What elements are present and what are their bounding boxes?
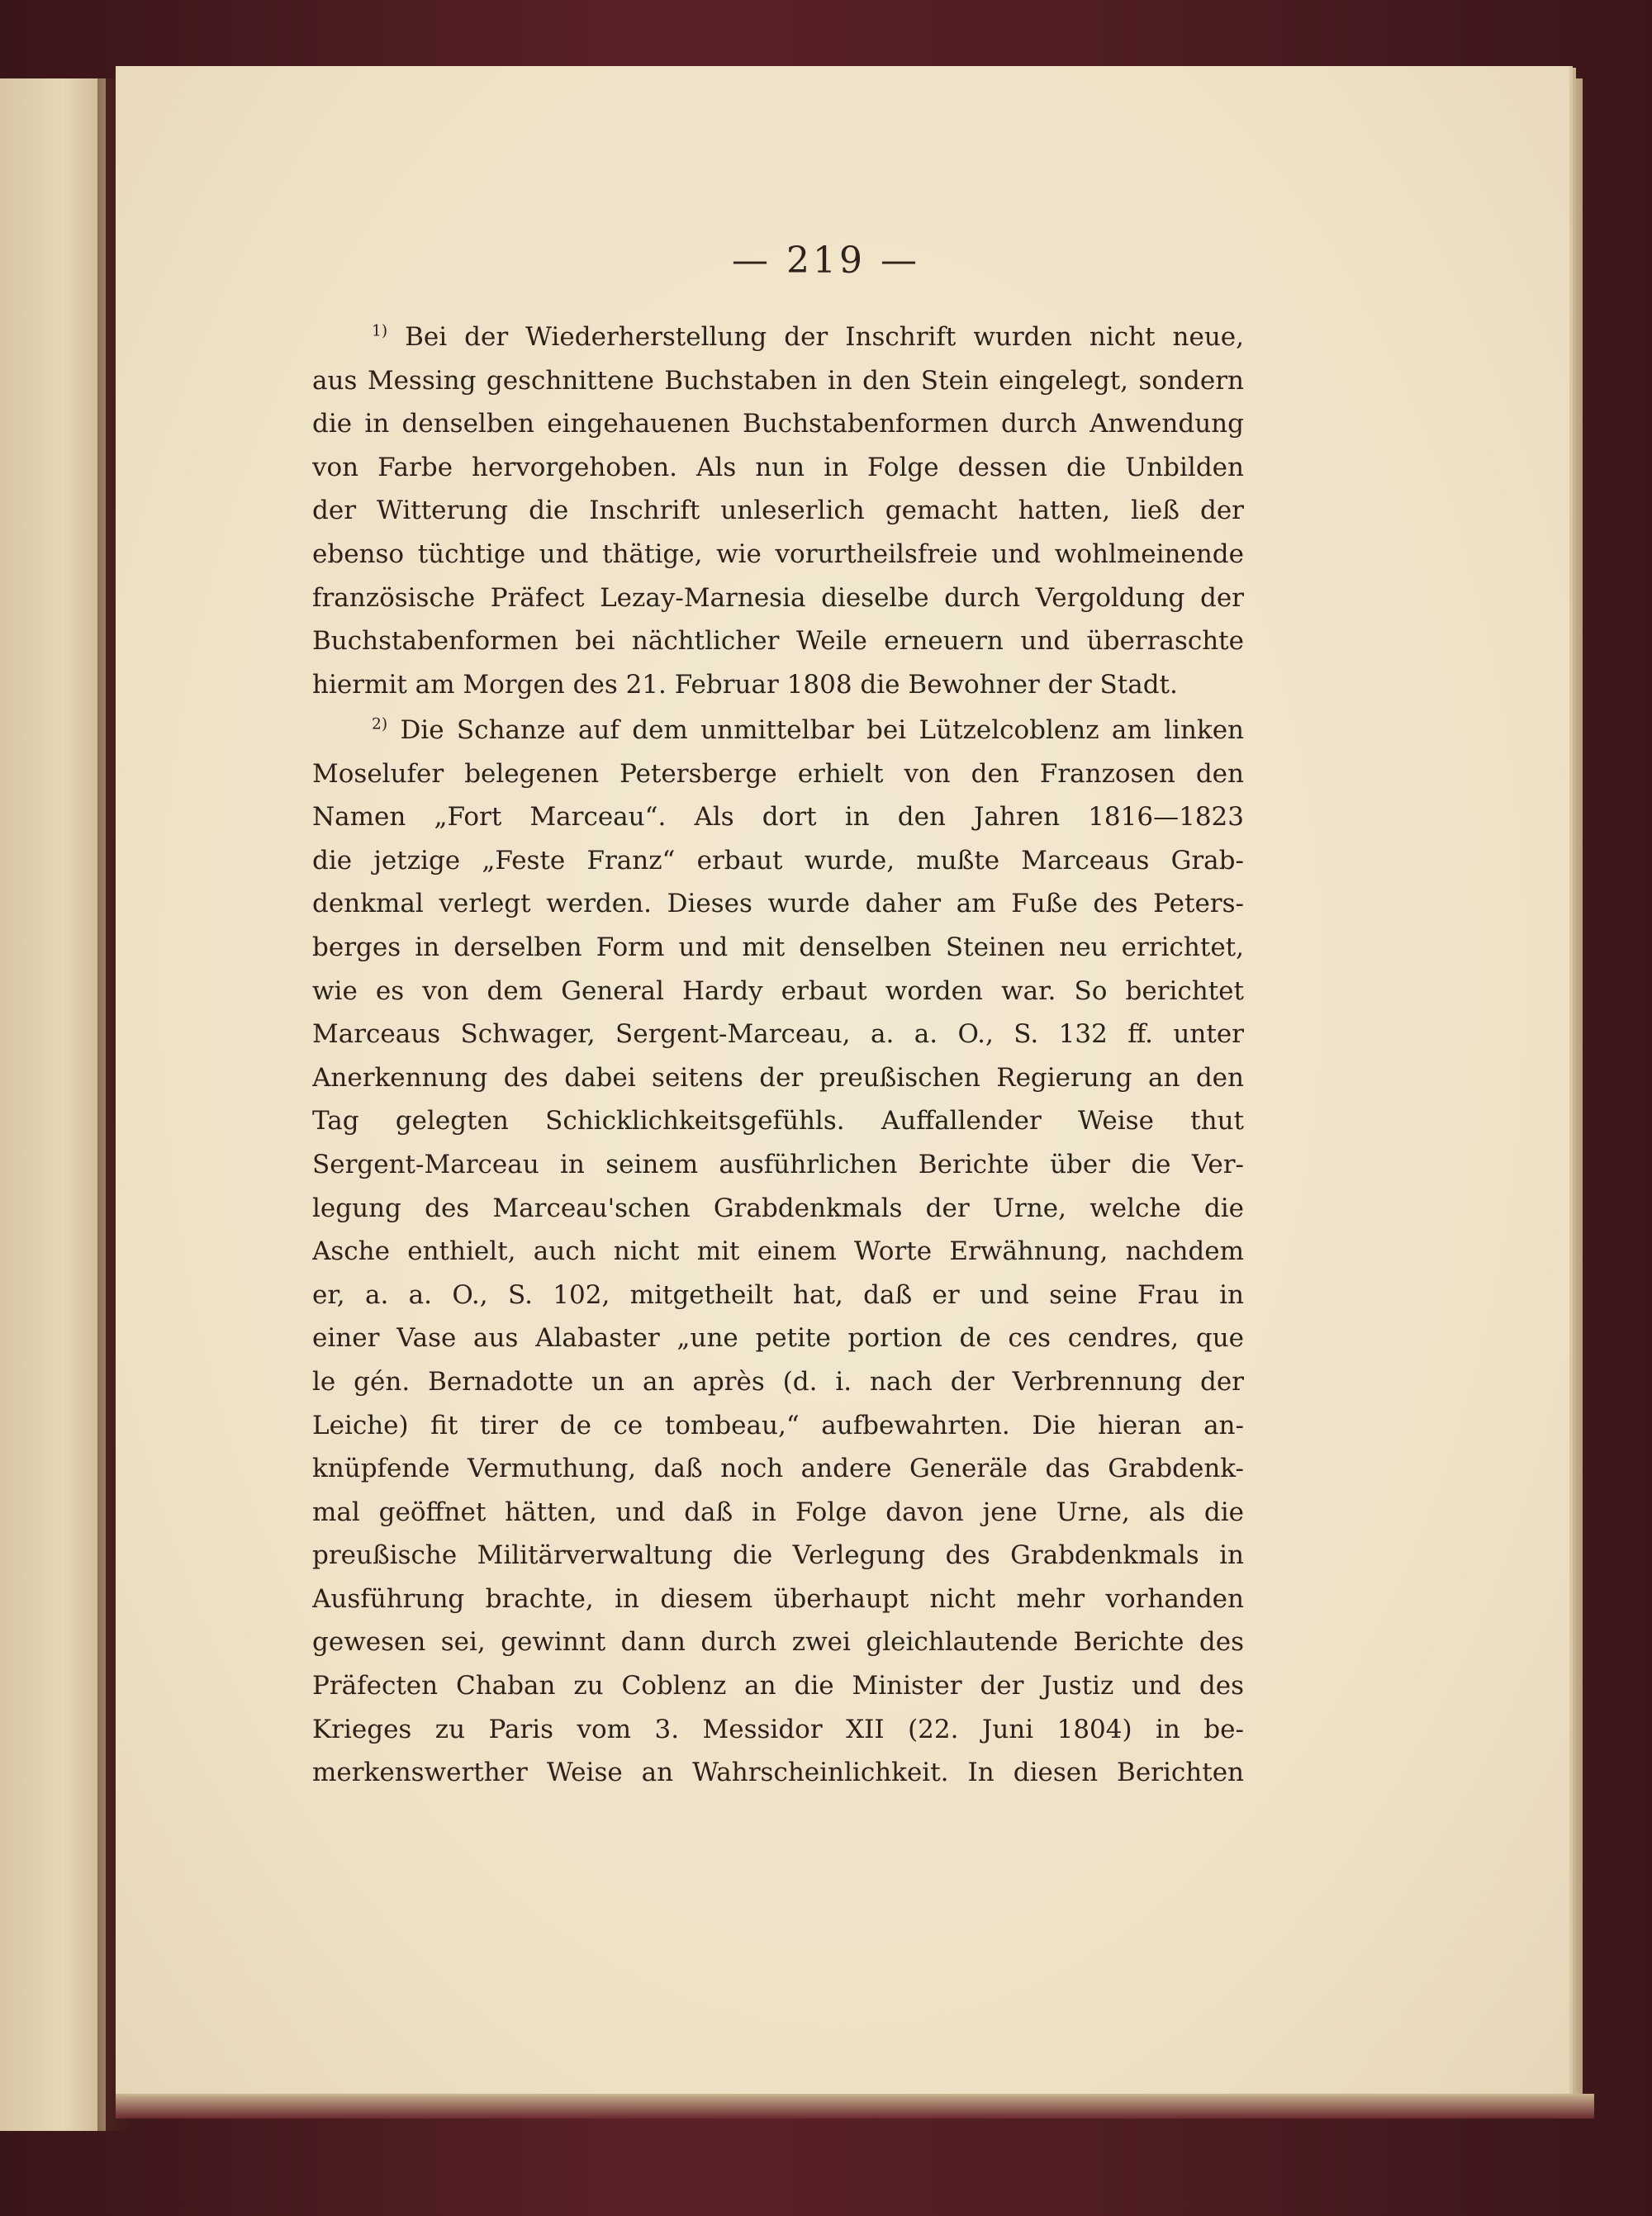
footnote-line: ebenso tüchtige und thätige, wie vorurtheilsfreie und wohlmeinende bbox=[312, 539, 1244, 569]
footnote-line: französische Präfect Lezay-Marnesia dieselbe durch Vergoldung der bbox=[312, 582, 1244, 613]
footnote-marker: 1) bbox=[372, 322, 388, 340]
footnote-line: le gén. Bernadotte un an après (d. i. nach der Verbrennung der bbox=[312, 1366, 1244, 1397]
footnote-line: merkenswerther Weise an Wahrscheinlichkeit. In diesen Berichten bbox=[312, 1758, 1244, 1788]
footnote-line: der Witterung die Inschrift unleserlich gemacht hatten, ließ der bbox=[312, 496, 1244, 526]
footnote-line: $^{1)}$ Bei der Wiederherstellung der Inschrift wurden nicht neue, bbox=[372, 322, 1244, 352]
footnote-line: Moselufer belegenen Petersberge erhielt von den Franzosen den bbox=[312, 758, 1244, 789]
footnote-line: Marceaus Schwager, Sergent-Marceau, a. a. O., S. 132 ff. unter bbox=[312, 1019, 1244, 1050]
footnote-line: Präfecten Chaban zu Coblenz an die Minister der Justiz und des bbox=[312, 1671, 1244, 1701]
previous-page-edge bbox=[0, 78, 106, 2131]
footnote-line: denkmal verlegt werden. Dieses wurde daher am Fuße des Peters- bbox=[312, 889, 1244, 919]
footnote-2 bbox=[312, 709, 1244, 1795]
footnote-line: Leiche) fit tirer de ce tombeau,“ aufbewahrten. Die hieran an- bbox=[312, 1410, 1244, 1440]
footnote-line: Tag gelegten Schicklichkeitsgefühls. Auffallender Weise thut bbox=[312, 1106, 1244, 1136]
footnote-line: wie es von dem General Hardy erbaut worden war. So berichtet bbox=[312, 975, 1244, 1006]
footnote-line: aus Messing geschnittene Buchstaben in den Stein eingelegt, sondern bbox=[312, 365, 1244, 396]
footnote-line: gewesen sei, gewinnt dann durch zwei gleichlautende Berichte des bbox=[312, 1627, 1244, 1658]
footnote-line: hiermit am Morgen des 21. Februar 1808 die Bewohner der Stadt. bbox=[312, 669, 1178, 700]
footnote-line: Sergent-Marceau in seinem ausführlichen Berichte über die Ver- bbox=[312, 1149, 1244, 1179]
footnote-line: Ausführung brachte, in diesem überhaupt nicht mehr vorhanden bbox=[312, 1583, 1244, 1614]
footnote-line: mal geöffnet hätten, und daß in Folge davon jene Urne, als die bbox=[312, 1497, 1244, 1527]
footnote-line: Namen „Fort Marceau“. Als dort in den Jahren 1816—1823 bbox=[312, 802, 1244, 833]
footnote-line: Krieges zu Paris vom 3. Messidor XII (22. Juni 1804) in be- bbox=[312, 1714, 1244, 1744]
footnote-line: Buchstabenformen bei nächtlicher Weile erneuern und überraschte bbox=[312, 626, 1244, 657]
page-block-edge bbox=[1571, 78, 1583, 2102]
footnote-line: berges in derselben Form und mit denselben Steinen neu errichtet, bbox=[312, 932, 1244, 962]
footnote-line: $^{2)}$ Die Schanze auf dem unmittelbar bei Lützelcoblenz am linken bbox=[372, 715, 1244, 745]
footnote-1 bbox=[312, 316, 1244, 706]
footnote-line: Anerkennung des dabei seitens der preußischen Regierung an den bbox=[312, 1062, 1244, 1093]
footnote-line: Asche enthielt, auch nicht mit einem Worte Erwähnung, nachdem bbox=[312, 1236, 1244, 1267]
footnote-line: legung des Marceau'schen Grabdenkmals der Urne, welche die bbox=[312, 1193, 1244, 1223]
footnote-line: einer Vase aus Alabaster „une petite portion de ces cendres, que bbox=[312, 1323, 1244, 1354]
page-number: — 219 — bbox=[732, 240, 920, 282]
footnote-marker: 2) bbox=[372, 715, 388, 733]
bottom-edge bbox=[116, 2094, 1594, 2119]
footnote-line: von Farbe hervorgehoben. Als nun in Folge dessen die Unbilden bbox=[312, 452, 1244, 482]
footnote-line: knüpfende Vermuthung, daß noch andere Generäle das Grabdenk- bbox=[312, 1454, 1244, 1484]
footnote-line: preußische Militärverwaltung die Verlegung des Grabdenkmals in bbox=[312, 1540, 1244, 1571]
footnote-line: er, a. a. O., S. 102, mitgetheilt hat, daß er und seine Frau in bbox=[312, 1279, 1244, 1310]
footnote-line: die in denselben eingehauenen Buchstabenformen durch Anwendung bbox=[312, 409, 1244, 439]
footnote-line: die jetzige „Feste Franz“ erbaut wurde, mußte Marceaus Grab- bbox=[312, 845, 1244, 875]
